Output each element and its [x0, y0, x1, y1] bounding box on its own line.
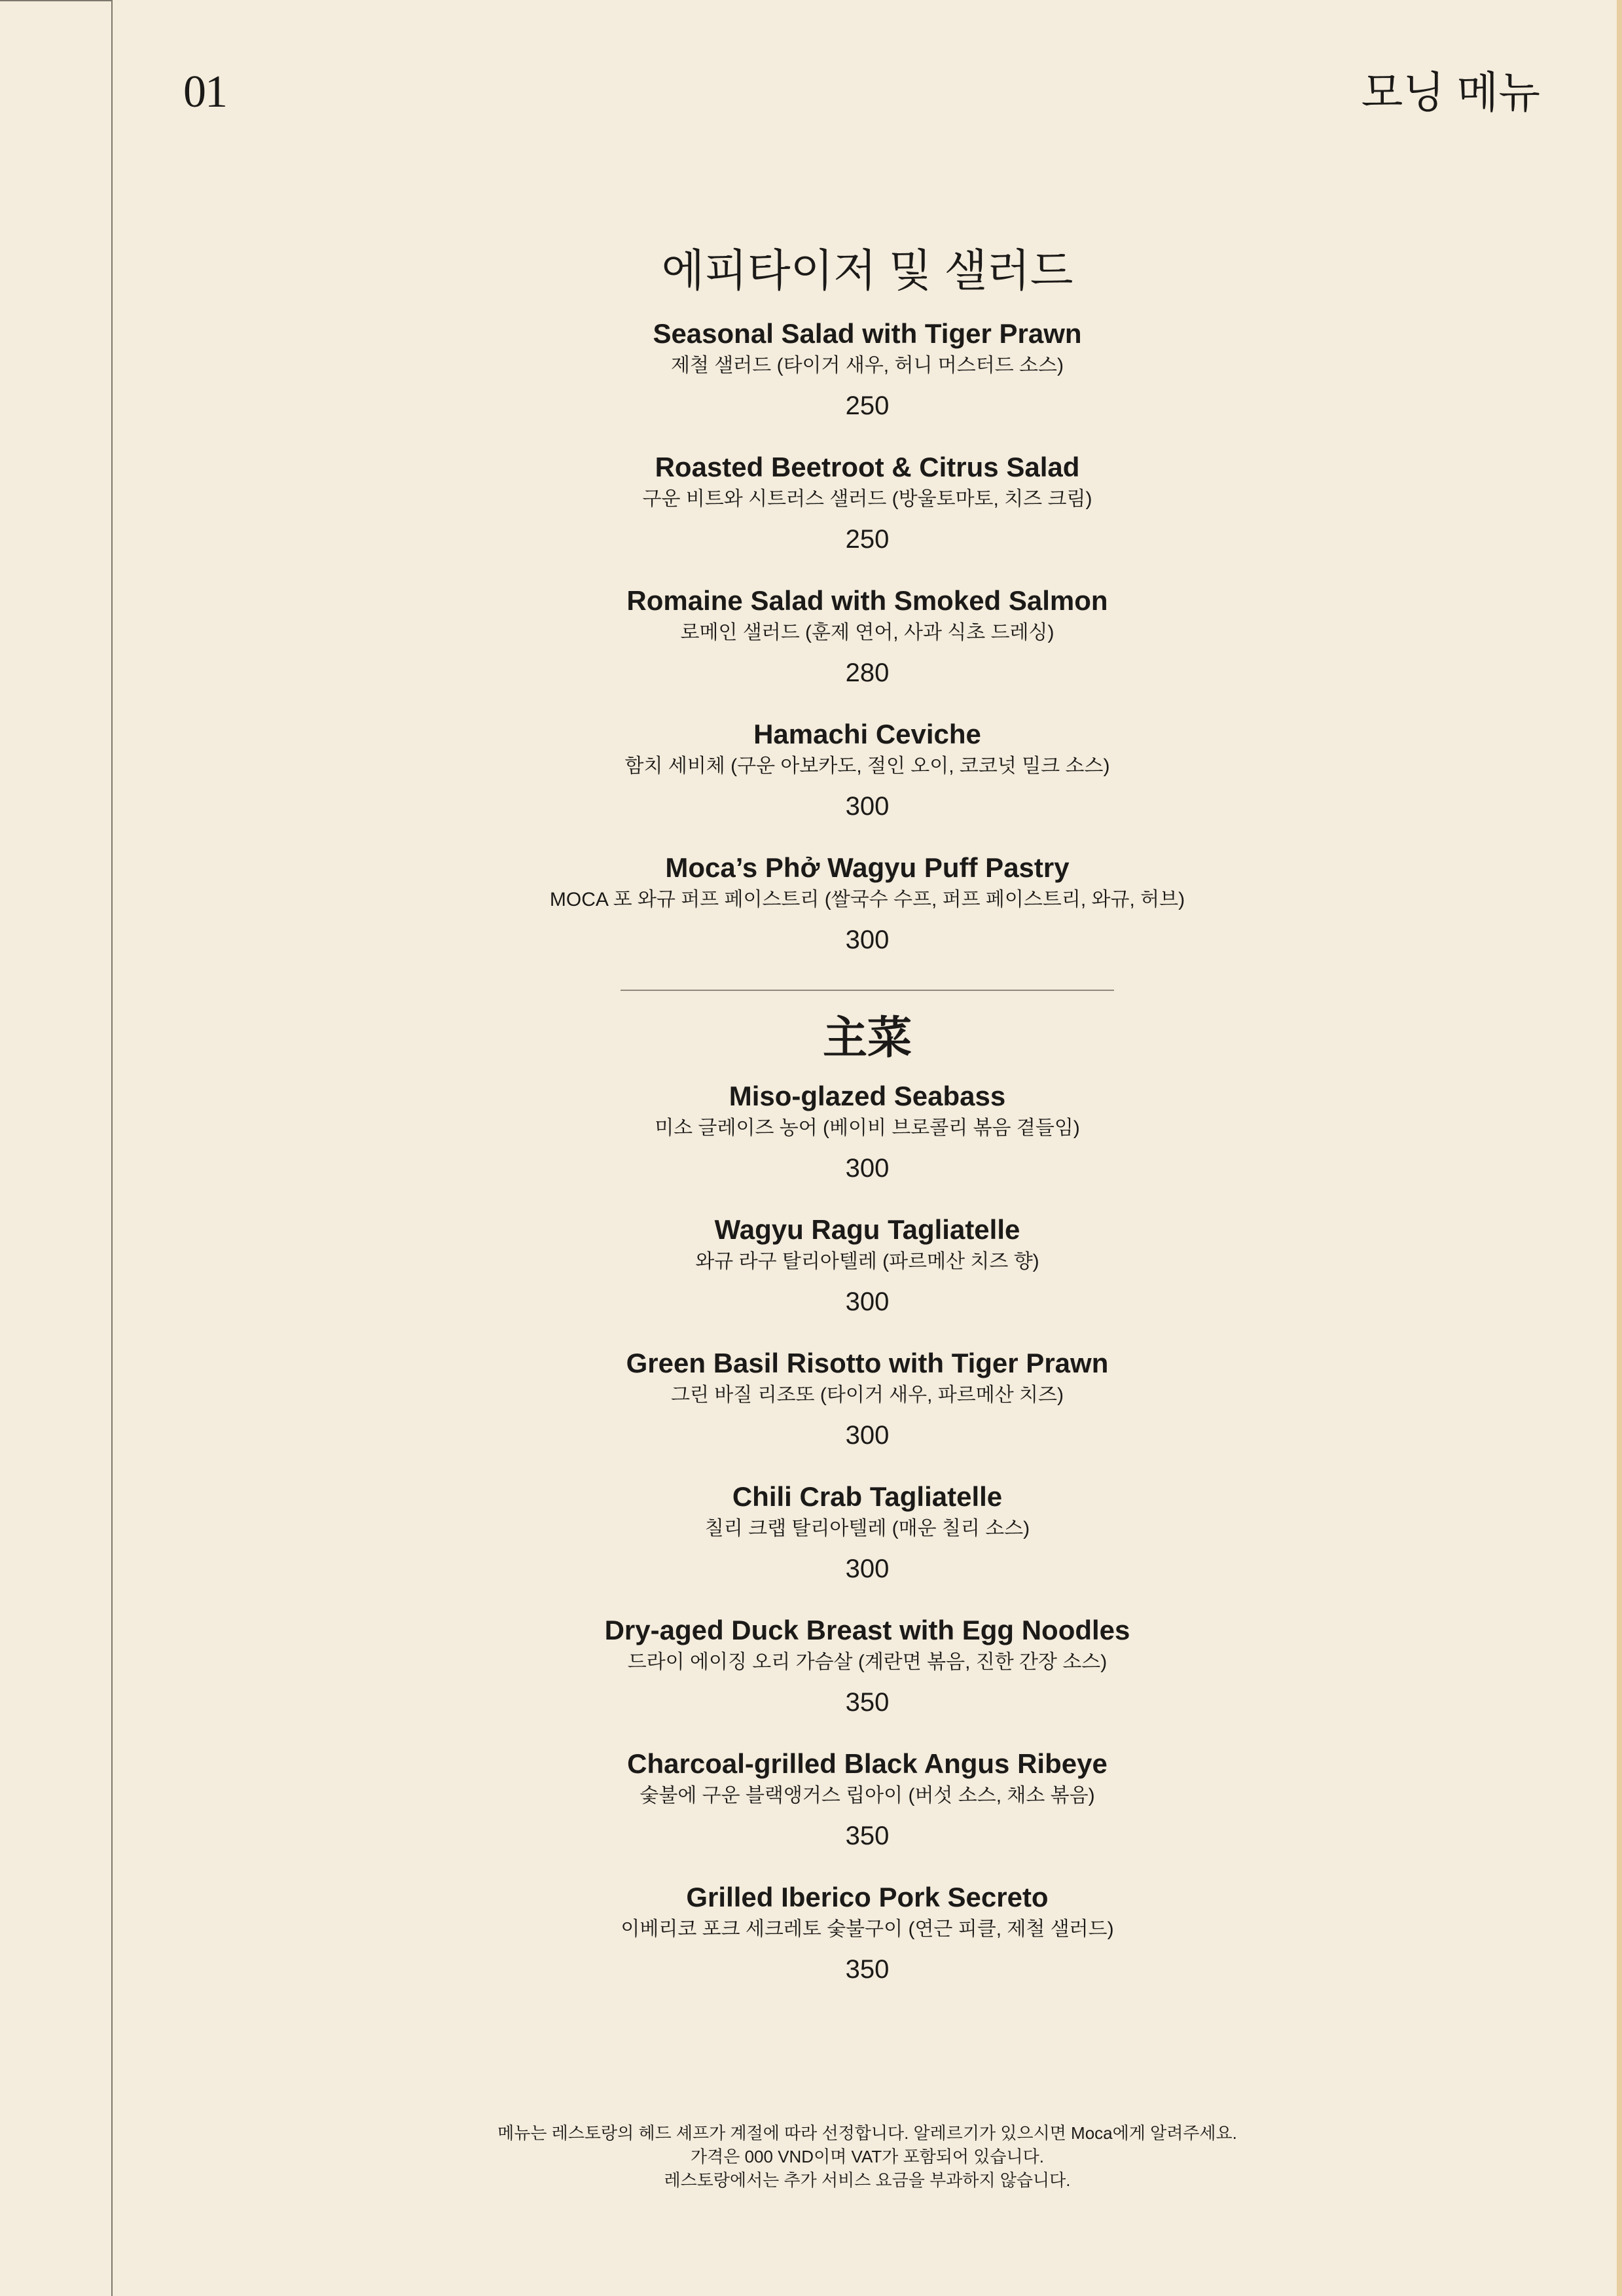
menu-item-price: 250 — [845, 525, 890, 554]
left-margin-panel — [0, 0, 113, 2296]
menu-item-description: 숯불에 구운 블랙앵거스 립아이 (버섯 소스, 채소 볶음) — [640, 1785, 1095, 1806]
footer-note-line: 메뉴는 레스토랑의 헤드 셰프가 계절에 따라 선정합니다. 알레르기가 있으시면 Moca에게 알려주세요. — [497, 2123, 1237, 2143]
menu-item-description: 미소 글레이즈 농어 (베이비 브로콜리 볶음 곁들임) — [655, 1117, 1080, 1139]
menu-item — [113, 1881, 1622, 2015]
menu-item-price: 250 — [845, 391, 890, 420]
main-course-list — [113, 1080, 1622, 2015]
menu-item-description: 와규 라구 탈리아텔레 (파르메산 치즈 향) — [695, 1251, 1039, 1272]
menu-item-price: 300 — [845, 1554, 890, 1583]
footer-note-line: 가격은 000 VND이며 VAT가 포함되어 있습니다. — [691, 2147, 1044, 2166]
menu-item-price: 350 — [845, 1821, 890, 1850]
menu-item-description: 이베리코 포크 세크레토 숯불구이 (연근 피클, 제철 샐러드) — [621, 1918, 1114, 1940]
menu-item — [113, 451, 1622, 584]
menu-item-name: Chili Crab Tagliatelle — [732, 1481, 1003, 1512]
menu-item — [113, 718, 1622, 852]
menu-item-name: Roasted Beetroot & Citrus Salad — [655, 452, 1080, 482]
section-title-appetizers: 에피타이저 및 샐러드 — [661, 246, 1073, 296]
menu-item-price: 300 — [845, 1287, 890, 1316]
menu-item — [113, 1748, 1622, 1881]
menu-item-description: MOCA 포 와규 퍼프 페이스트리 (쌀국수 수프, 퍼프 페이스트리, 와규, 허브) — [549, 889, 1185, 910]
footer-note-line: 레스토랑에서는 추가 서비스 요금을 부과하지 않습니다. — [664, 2170, 1071, 2190]
menu-item-description: 칠리 크랩 탈리아텔레 (매운 칠리 소스) — [704, 1518, 1030, 1539]
footer-notes — [113, 2121, 1622, 2192]
menu-item-description: 구운 비트와 시트러스 샐러드 (방울토마토, 치즈 크림) — [642, 488, 1092, 510]
menu-item-description: 로메인 샐러드 (훈제 연어, 사과 식초 드레싱) — [680, 622, 1054, 643]
menu-item — [113, 852, 1622, 985]
menu-item-name: Romaine Salad with Smoked Salmon — [626, 585, 1108, 616]
page-number: 01 — [183, 67, 226, 117]
menu-item-price: 350 — [845, 1688, 890, 1717]
menu-item-name: Green Basil Risotto with Tiger Prawn — [626, 1348, 1109, 1378]
menu-item-name: Hamachi Ceviche — [753, 719, 981, 749]
menu-item-price: 350 — [845, 1955, 890, 1984]
menu-item-price: 300 — [845, 792, 890, 821]
menu-item — [113, 1614, 1622, 1748]
menu-item-description: 그린 바질 리조또 (타이거 새우, 파르메산 치즈) — [671, 1384, 1064, 1406]
menu-content — [113, 242, 1622, 2015]
menu-item-price: 280 — [845, 658, 890, 687]
menu-item-name: Wagyu Ragu Tagliatelle — [714, 1214, 1020, 1245]
menu-item-description: 함치 세비체 (구운 아보카도, 절인 오이, 코코넛 밀크 소스) — [624, 755, 1110, 777]
menu-item-name: Miso-glazed Seabass — [729, 1081, 1006, 1111]
menu-item — [113, 584, 1622, 718]
menu-item-name: Grilled Iberico Pork Secreto — [686, 1882, 1049, 1912]
section-divider — [621, 990, 1114, 991]
menu-item-description: 드라이 에이징 오리 가슴살 (계란면 볶음, 진한 간장 소스) — [627, 1651, 1108, 1673]
menu-item-price: 300 — [845, 925, 890, 954]
menu-item — [113, 1347, 1622, 1480]
menu-item-price: 300 — [845, 1421, 890, 1450]
menu-item-name: Moca’s Phở Wagyu Puff Pastry — [665, 852, 1070, 883]
menu-item-description: 제철 샐러드 (타이거 새우, 허니 머스터드 소스) — [671, 355, 1064, 376]
section-title-mains: 主菜 — [822, 1013, 912, 1063]
menu-item-name: Dry-aged Duck Breast with Egg Noodles — [604, 1615, 1130, 1645]
appetizer-list — [113, 317, 1622, 985]
menu-item-name: Charcoal-grilled Black Angus Ribeye — [627, 1748, 1108, 1779]
menu-item — [113, 1213, 1622, 1347]
page-title: 모닝 메뉴 — [1361, 68, 1540, 117]
menu-item — [113, 1080, 1622, 1213]
menu-item-name: Seasonal Salad with Tiger Prawn — [653, 318, 1082, 349]
menu-item — [113, 1480, 1622, 1614]
menu-item — [113, 317, 1622, 451]
menu-item-price: 300 — [845, 1154, 890, 1183]
